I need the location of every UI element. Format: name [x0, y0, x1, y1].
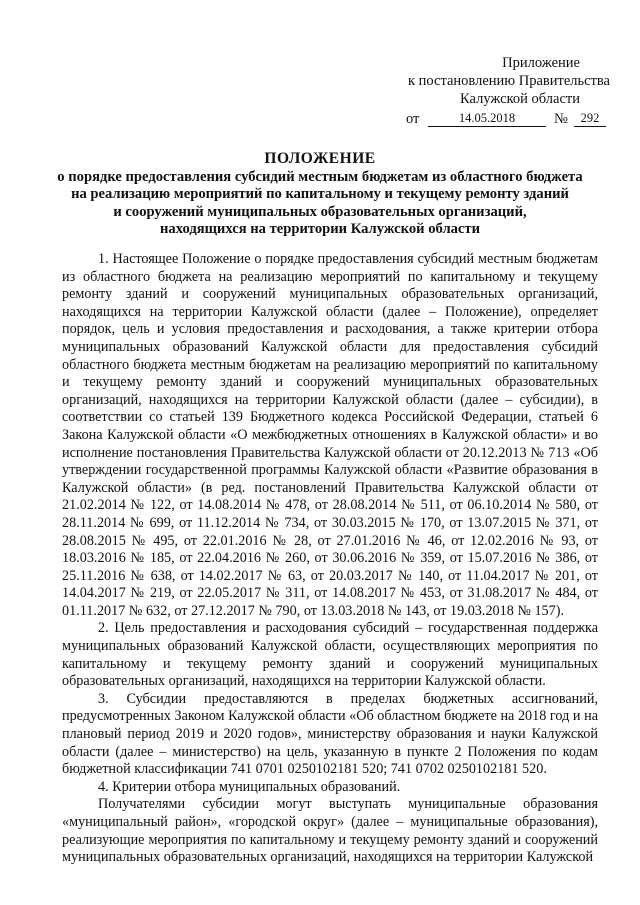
- appendix-block: [380, 54, 610, 130]
- document-title: [40, 150, 600, 239]
- resolution-number: 292: [574, 110, 606, 127]
- title-line: о порядке предоставления субсидий местным бюджетам из областного бюджета: [57, 168, 583, 185]
- title-line: на реализацию мероприятий по капитальному и текущему ремонту зданий: [71, 186, 569, 202]
- appendix-resolution: к постановлению Правительства: [408, 73, 610, 89]
- title-line: находящихся на территории Калужской области: [160, 221, 480, 237]
- paragraph-3: 3. Субсидии предоставляются в пределах бюджетных ассигнований, предусмотренных Законом Калужской области «Об областном бюджете на 2018 год и на плановый период 2019 и 2020 годов», министерству образования и науки Калужской области (далее – министерство) на цель, указанную в пункте 2 Положения по кодам бюджетной классификации 741 0701 0250102181 520; 741 0702 0250102181 520.: [62, 690, 598, 778]
- number-label: №: [554, 111, 568, 127]
- paragraph-4: 4. Критерии отбора муниципальных образований.: [98, 778, 401, 795]
- appendix-label: Приложение: [502, 55, 580, 71]
- document-body: [62, 251, 598, 867]
- appendix-date-line: [380, 110, 610, 130]
- title-line: и сооружений муниципальных образовательных организаций,: [113, 203, 527, 220]
- paragraph-2: 2. Цель предоставления и расходования субсидий – государственная поддержка муниципальных образований Калужской области, осуществляющих мероприятия по капитальному и текущему ремонту зданий и сооружений муниципальных образовательных организаций, находящихся на территории Калужской области.: [62, 620, 598, 690]
- from-label: от: [406, 111, 420, 127]
- paragraph-1: 1. Настоящее Положение о порядке предоставления субсидий местным бюджетам из областного бюджета на реализацию мероприятий по капитальному и текущему ремонту зданий и сооружений муниципальных образовательных организаций, находящихся на территории Калужской области (далее – Положение), определяет порядок, цель и условия предоставления и расходования, а также критерии отбора муниципальных образований Калужской области для предоставления субсидий областного бюджета местным бюджетам на реализацию мероприятий по капитальному и текущему ремонту зданий и сооружений муниципальных образовательных организаций, находящихся на территории Калужской области (далее – субсидии), в соответствии со статьей 139 Бюджетного кодекса Российской Федерации, статьей 6 Закона Калужской области «О межбюджетных отношениях в Калужской области» и во исполнение постановления Правительства Калужской области от 20.12.2013 № 713 «Об утверждении государственной программы Калужской области «Развитие образования в Калужской области» (в ред. постановлений Правительства Калужской области от 21.02.2014 № 122, от 14.08.2014 № 478, от 28.08.2014 № 511, от 06.10.2014 № 580, от 28.11.2014 № 699, от 11.12.2014 № 734, от 30.03.2015 № 170, от 13.07.2015 № 371, от 28.08.2015 № 495, от 22.01.2016 № 28, от 27.01.2016 № 46, от 12.02.2016 № 93, от 18.03.2016 № 185, от 22.04.2016 № 260, от 30.06.2016 № 359, от 15.07.2016 № 386, от 25.11.2016 № 638, от 14.02.2017 № 63, от 20.03.2017 № 140, от 11.04.2017 № 201, от 14.04.2017 № 219, от 22.05.2017 № 311, от 14.08.2017 № 453, от 31.08.2017 № 484, от 01.11.2017 № 632, от 27.12.2017 № 790, от 13.03.2018 № 143, от 19.03.2018 № 157).: [62, 251, 598, 619]
- resolution-date: 14.05.2018: [428, 110, 546, 127]
- paragraph-5: Получателями субсидии могут выступать муниципальные образования «муниципальный район», «городской округ» (далее – муниципальные образования), реализующие мероприятия по капитальному и текущему ремонту зданий и сооружений муниципальных образовательных организаций, находящихся на территории Калужской: [62, 796, 598, 866]
- appendix-region: Калужской области: [460, 91, 580, 107]
- title-main: ПОЛОЖЕНИЕ: [264, 150, 376, 167]
